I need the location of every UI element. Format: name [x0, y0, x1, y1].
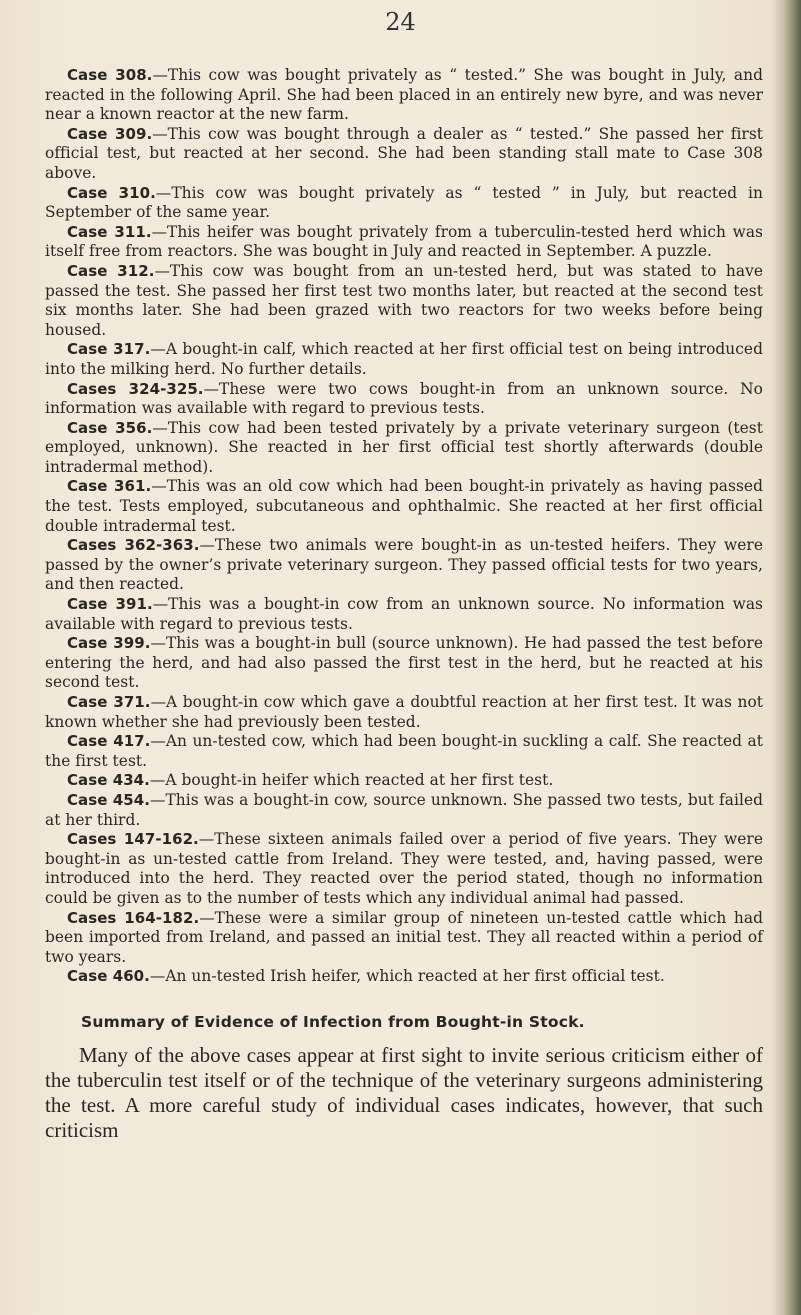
case-paragraph	[45, 595, 763, 634]
case-text: —This cow had been tested privately by a private veterinary surgeon (test employed, unknown). She reacted in her first official test shortly afterwards (double intradermal method).	[45, 418, 763, 476]
case-text: —An un-tested cow, which had been bought-in suckling a calf. She reacted at the first test.	[45, 732, 763, 770]
case-text: —This was a bought-in cow, source unknown. She passed two tests, but failed at her third.	[45, 790, 763, 829]
document-body	[45, 66, 763, 1164]
case-paragraph	[45, 732, 763, 771]
case-label: Cases 164-182.	[67, 908, 200, 927]
case-label: Case 434.	[67, 771, 150, 790]
case-text: —This was a bought-in bull (source unknown). He had passed the test before entering the herd, and had also passed the first test in the herd, but he reacted at his second test.	[45, 634, 763, 692]
case-paragraph	[45, 791, 763, 830]
case-text: —These were two cows bought-in from an unknown source. No information was available with regard to previous tests.	[45, 379, 763, 418]
case-label: Case 317.	[67, 340, 151, 359]
case-text: —This cow was bought privately as “ tested.” She was bought in July, and reacted in the following April. She had been placed in an entirely new byre, and was never near a known reactor at the new farm.	[45, 66, 764, 124]
case-paragraph	[45, 380, 763, 419]
case-text: —An un-tested Irish heifer, which reacted at her first official test.	[149, 967, 665, 986]
case-label: Case 361.	[67, 477, 152, 496]
case-paragraph	[45, 477, 763, 536]
case-text: —This heifer was bought privately from a tuberculin-tested herd which was itself free from reactors. She was bought in July and reacted in September. A puzzle.	[45, 222, 763, 261]
case-text: —This was a bought-in cow from an unknown source. No information was available with regard to previous tests.	[45, 595, 763, 633]
case-text: —This cow was bought through a dealer as “ tested.” She passed her first official test, but reacted at her second. She had been standing stall mate to Case 308 above.	[45, 124, 764, 182]
case-paragraph	[45, 340, 763, 379]
summary-heading: Summary of Evidence of Infection from Bought-in Stock.	[81, 1012, 585, 1031]
page-edge-shadow	[773, 0, 801, 1315]
case-label: Case 311.	[67, 222, 152, 241]
case-paragraph	[45, 262, 763, 340]
case-label: Case 454.	[67, 790, 151, 809]
case-text: —This was an old cow which had been bought-in privately as having passed the test. Tests employed, subcutaneous and ophthalmic. She reacted at her first official double intradermal test.	[45, 477, 763, 535]
case-text: —These sixteen animals failed over a period of five years. They were bought-in as un-tested cattle from Ireland. They were tested, and, having passed, were introduced into the herd. They reacted over the period stated, though no information could be given as to the number of tests which any individual animal had passed.	[45, 830, 763, 907]
case-paragraph	[45, 771, 763, 791]
case-paragraph	[45, 634, 763, 693]
case-text: —These two animals were bought-in as un-tested heifers. They were passed by the owner’s private veterinary surgeon. They passed official tests for two years, and then reacted.	[45, 536, 763, 594]
case-paragraph	[45, 419, 763, 478]
case-label: Case 356.	[67, 418, 153, 437]
case-text: —A bought-in cow which gave a doubtful reaction at her first test. It was not known whether she had previously been tested.	[45, 693, 763, 731]
case-paragraph	[45, 184, 763, 223]
case-text: —This cow was bought privately as “ tested ” in July, but reacted in September of the same year.	[45, 183, 763, 222]
case-label: Case 399.	[67, 634, 151, 653]
case-label: Case 391.	[67, 595, 153, 614]
case-label: Case 308.	[67, 66, 153, 84]
case-text: —A bought-in heifer which reacted at her first test.	[149, 771, 554, 790]
case-label: Cases 147-162.	[67, 830, 199, 849]
case-label: Cases 362-363.	[67, 536, 200, 555]
case-label: Cases 324-325.	[67, 379, 204, 398]
summary-paragraph: Many of the above cases appear at first sight to invite serious criticism either of the tuberculin test itself or of the technique of the veterinary surgeons administering the test. A more careful study of individual cases indicates, however, that such criticism	[45, 1042, 763, 1142]
case-paragraph	[45, 125, 763, 184]
case-paragraph	[45, 909, 763, 968]
case-text: —These were a similar group of nineteen un-tested cattle which had been imported from Ireland, and passed an initial test. They all reacted within a period of two years.	[45, 908, 763, 966]
case-paragraph	[45, 536, 763, 595]
case-label: Case 312.	[67, 261, 155, 280]
case-text: —This cow was bought from an un-tested herd, but was stated to have passed the test. She passed her first test two months later, but reacted at the second test six months later. She had been grazed with two reactors for two weeks before being housed.	[45, 261, 763, 339]
case-label: Case 460.	[67, 967, 150, 986]
case-label: Case 371.	[67, 693, 151, 711]
page-number: 24	[385, 8, 416, 36]
case-text: —A bought-in calf, which reacted at her first official test on being introduced into the milking herd. No further details.	[45, 340, 763, 378]
case-paragraph	[45, 223, 763, 262]
case-paragraph	[45, 967, 763, 987]
case-label: Case 417.	[67, 732, 151, 751]
case-paragraph	[45, 693, 763, 732]
case-paragraph	[45, 66, 763, 125]
case-label: Case 310.	[67, 183, 156, 202]
case-label: Case 309.	[67, 124, 153, 143]
case-paragraph	[45, 830, 763, 908]
case-list	[45, 66, 763, 987]
